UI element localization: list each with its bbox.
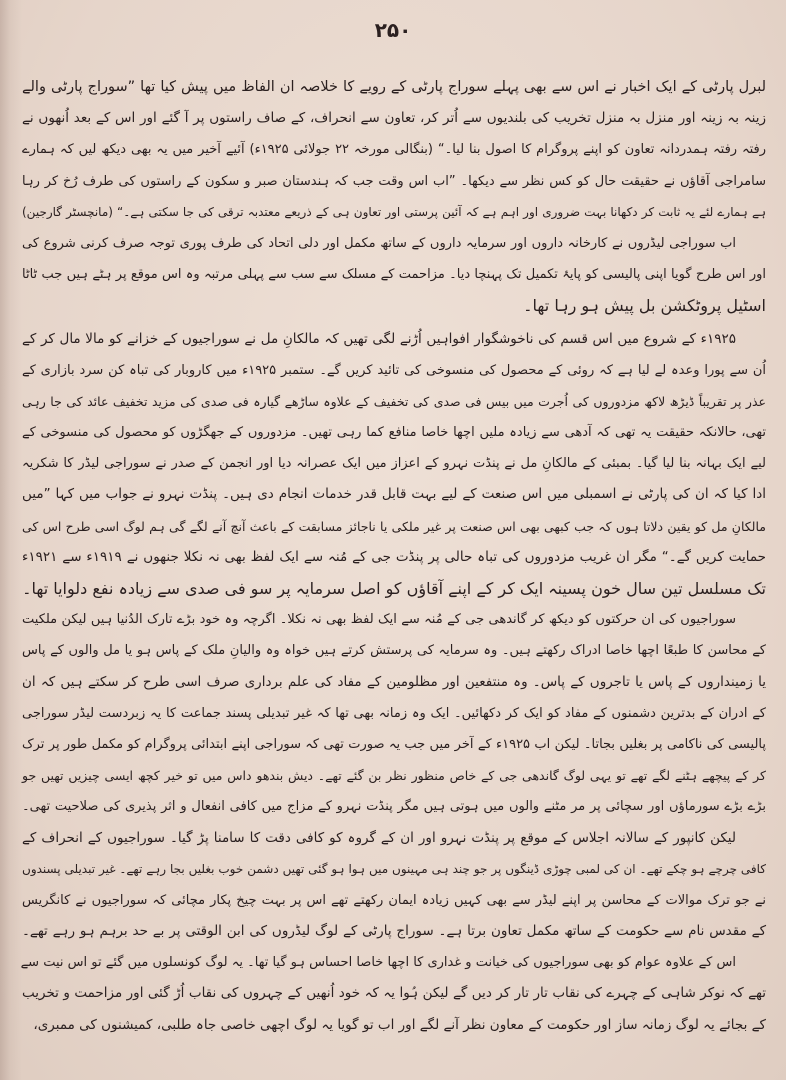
text-line: رفتہ رفتہ ہمدردانہ تعاون کو اپنے پروگرام کا اصول بنا لیا۔“ (بنگالی مورخہ ۲۲ جولائی ۱۹۲۵ء) آئیے آخیر میں یہ بھی دیکھ لیں کہ ہمارے [22, 142, 766, 158]
text-line: کافی چرچے ہو چکے تھے۔ ان کی لمبی چوڑی ڈینگوں پر جو چند ہی مہینوں میں ہوا ہو گئی تھیں دشمن خوب بغلیں بجا رہے تھے۔ غیر تبدیلی پسندوں [22, 861, 766, 876]
paragraph-start-line: اب سوراجی لیڈروں نے کارخانہ داروں اور سرمایہ داروں کے ساتھ مکمل اور دلی اتحاد کی طرف پوری توجہ صرف کرنی شروع کی [22, 235, 736, 251]
text-line: نے جو ترک موالات کے محاسن پر اپنے لیڈر سے بھی کہیں زیادہ ایمان رکھتے تھے اس پر بہت چیخ پکار مچائی کہ سوراجیوں نے کانگریس [22, 892, 766, 908]
paragraph-end-line: تک مسلسل تین سال خون پسینہ ایک کر کے اپنے آقاؤں کو اصل سرمایہ پر سو فی صدی سے زیادہ نفع دلوایا تھا۔ [22, 579, 766, 598]
paragraph-start-line: لیکن کانپور کے سالانہ اجلاس کے موقع پر پنڈت نہرو اور ان کے گروہ کو کافی دقت کا سامنا پڑ گیا۔ سوراجیوں کے انحراف کے [22, 829, 736, 846]
text-line: پالیسی کی ناکامی پر بغلیں بجاتا۔ لیکن اب ۱۹۲۵ء کے آخر میں جب یہ صورت تھی کہ سوراجی اپنے ابتدائی پروگرام کو مکمل طور پر ترک [22, 736, 766, 752]
page-number: ۲۵۰ [374, 18, 412, 42]
text-line: کر کے پیچھے ہٹنے لگے تھے تو یہی لوگ گاندھی جی کے خاص منظور نظر بن گئے تھے۔ دیش بندھو داس میں تو خیر کچھ ایسی چیزیں تھیں جو [22, 768, 766, 784]
text-line: کے بجائے یہ لوگ زمانہ ساز اور حکومت کے معاون نظر آنے لگے اور اب تو گویا یہ لوگ اچھی خاصی جاہ طلبی، کمیشنوں کی ممبری، [33, 1016, 766, 1033]
text-line: سامراجی آقاؤں نے حقیقت حال کو کس نظر سے دیکھا۔ ”اب اس وقت جب کہ ہندستان صبر و سکون کے راستوں کی طرف رُخ کر رہا [22, 173, 766, 189]
body-text [22, 72, 766, 1041]
text-line: لبرل پارٹی کے ایک اخبار نے اس سے بھی پہلے سوراج پارٹی کے رویے کا خلاصہ ان الفاظ میں پیش کیا تھا ”سوراج پارٹی والے [22, 79, 766, 95]
text-line: عذر پر تقریباً ڈیڑھ لاکھ مزدوروں کی اُجرت میں بیس فی صدی کی تخفیف کے علاوہ ساڑھے گیارہ فی صدی کی مزید تخفیف عائد کی جا رہی [22, 393, 766, 409]
text-line: بڑے بڑے سورماؤں اور سچائی پر مر مٹنے والوں میں ہوتی ہیں مگر پنڈت نہرو کے مزاج میں کافی انفعال و اثر پذیری کی صلاحیت تھی۔ [22, 799, 766, 815]
text-line: کے مقدس نام سے حکومت کے ساتھ مکمل تعاون برتا ہے۔ سوراج پارٹی کے لوگ لیڈروں کی ابن الوقتی پر بے حد برہم ہو رہے تھے۔ [22, 923, 766, 940]
text-line: تھی، حالانکہ حقیقت یہ تھی کہ آدھی سے زیادہ ملیں اچھا خاصا منافع کما رہی تھیں۔ مزدوروں کے جھگڑوں کو محصول کی منسوخی کے [22, 425, 766, 441]
text-line: زینہ بہ زینہ اور منزل بہ منزل تخریب کی بلندیوں سے اُتر کر، تعاون سے انحراف، کے صاف راستوں پر آ گئے اور اس کے بعد اُنھوں نے [22, 110, 766, 127]
paragraph-start-line: ۱۹۲۵ء کے شروع میں اس قسم کی ناخوشگوار افواہیں اُڑنے لگی تھیں کہ مالکانِ مل نے سوراجیوں کے خزانے کو مالا مال کر کے [22, 330, 736, 347]
text-line: تھے کہ نوکر شاہی کے چہرے کی نقاب تار تار کر دیں گے لیکن ہُوا یہ کہ خود اُنھیں کے چہروں کی نقاب اُڑ گئی اور مزاحمت و تخریب [22, 985, 766, 1002]
paragraph-end-line: اسٹیل پروٹکشن بل پیش ہو رہا تھا۔ [523, 296, 766, 316]
text-line: یا زمینداروں کے پاس یا تاجروں کے پاس۔ وہ منتفعین اور مظلومین کے مفاد کی علم برداری صرف اسی طرح کر سکتے ہیں کہ ان [22, 673, 766, 690]
text-line: اور اس طرح گویا اپنی پالیسی کو پایۂ تکمیل تک پہنچا دیا۔ مزاحمت کے مسلک سے سب سے پہلی مرتبہ وہ اس موقع پر ہٹے ہیں جب ٹاٹا [22, 267, 766, 283]
text-line: کے ادران کے بدترین دشمنوں کے مفاد کو ایک کر دکھائیں۔ ایک وہ زمانہ بھی تھا کہ غیر تبدیلی پسند جماعت کا یہ زبردست لیڈر سوراجی [22, 705, 766, 721]
text-line: اُن سے پورا وعدہ لے لیا ہے کہ روئی کے محصول کی منسوخی کی تائید کریں گے۔ ستمبر ۱۹۲۵ء میں کاروبار کی تباہ کن سرد بازاری کے [22, 362, 767, 378]
text-line: ہے ہمارے لئے یہ ثابت کر دکھانا بہت ضروری اور اہم ہے کہ آئین پرستی اور تعاون ہی کے ذریعے معتدبہ ترقی کی جا سکتی ہے۔“ (مانچسٹر گارجین) [22, 204, 767, 219]
paragraph-start-line: اس کے علاوہ عوام کو بھی سوراجیوں کی خیانت و غداری کا اچھا خاصا احساس ہو گیا تھا۔ یہ لوگ کونسلوں میں گئے تو اس نیت سے [20, 955, 736, 971]
text-line: حمایت کریں گے۔“ مگر ان غریب مزدوروں کی تباہ حالی پر پنڈت جی کے مُنہ سے ایک لفظ بھی نہ نکلا جنھوں نے ۱۹۱۹ء سے ۱۹۲۱ء [22, 548, 767, 565]
text-line: ادا کیا کہ ان کی پارٹی نے اسمبلی میں اس صنعت کے لیے بہت قابل قدر خدمات انجام دی ہیں۔ پنڈت نہرو نے جواب میں کہا ”میں [22, 486, 766, 503]
text-line: کے محاسن کا طبعًا اچھا خاصا ادراک رکھتے ہیں۔ وہ سرمایہ کی پرستش کرتے ہیں خواہ وہ والیانِ ملک کے پاس ہو یا مل والوں کے پاس [22, 643, 766, 659]
paragraph-start-line: سوراجیوں کی ان حرکتوں کو دیکھ کر گاندھی جی کے مُنہ سے ایک لفظ بھی نہ نکلا۔ اگرچہ وہ خود بڑے تارک الدُنیا ہیں لیکن ملکیت [22, 612, 736, 628]
text-line: لیے ایک بہانہ بنا لیا گیا۔ بمبئی کے مالکانِ مل نے پنڈت نہرو کے اعزاز میں ایک عصرانہ دیا اور انجمن کے صدر نے سوراجی لیڈر کا شکریہ [22, 456, 766, 472]
text-line: مالکانِ مل کو یقین دلاتا ہوں کہ جب کبھی بھی اس صنعت پر غیر ملکی یا ناجائز مسابقت کے باعث آنچ آنے لگے گی ہم لوگ اسی طرح اس کی [22, 518, 766, 534]
